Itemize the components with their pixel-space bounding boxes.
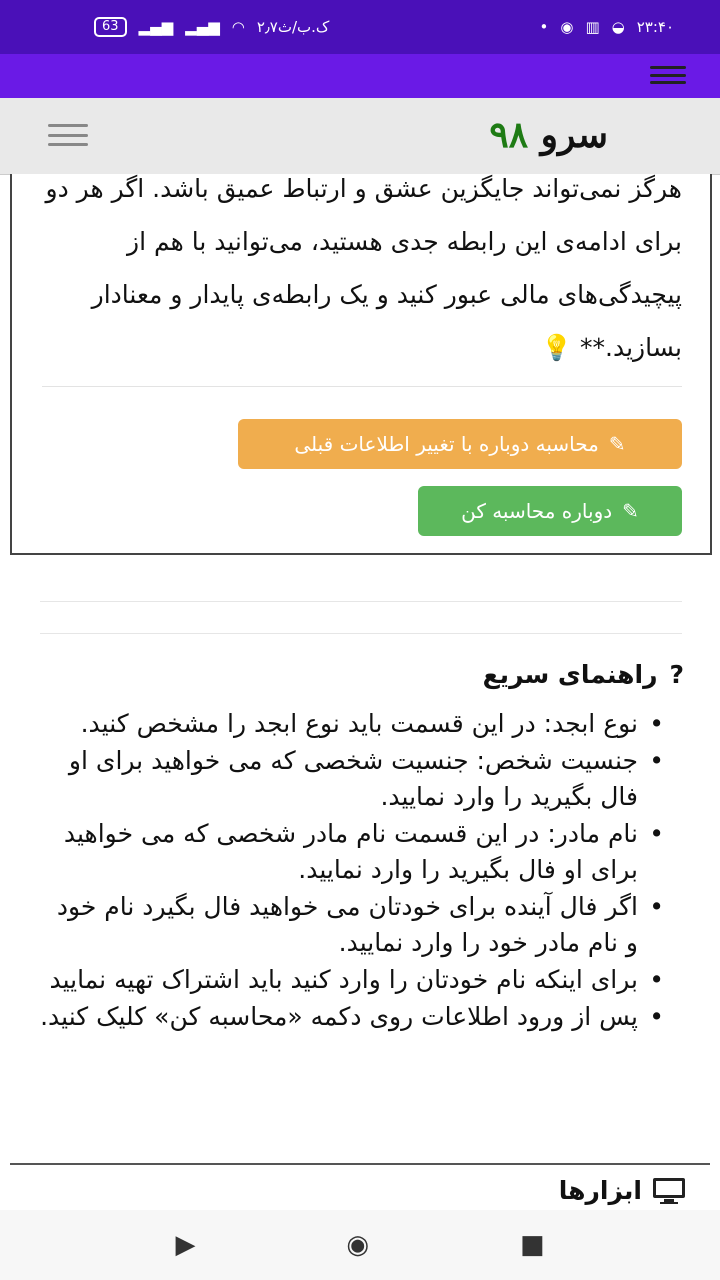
network-speed: ۲٫۷ک.ب/ث <box>256 18 330 36</box>
card-divider <box>42 386 682 387</box>
pencil-icon: ✎ <box>608 432 626 456</box>
recents-icon[interactable]: ■ <box>519 1230 545 1260</box>
list-item: • جنسیت شخص: جنسیت شخصی که می خواهید برای او فال بگیرید را وارد نمایید. <box>40 743 638 815</box>
list-item: • نام مادر: در این قسمت نام مادر شخصی که می خواهید برای او فال بگیرید را وارد نمایید. <box>40 816 638 888</box>
back-icon[interactable]: ▶ <box>175 1230 196 1260</box>
menu-icon[interactable] <box>650 66 686 84</box>
monitor-icon <box>652 1177 686 1205</box>
site-logo[interactable] <box>489 114 608 156</box>
signal-icon: ▂▄▆ <box>138 18 174 36</box>
result-text: هرگز نمی‌تواند جایگزین عشق و ارتباط عمیق باشد. اگر هر دو برای ادامه‌ی این رابطه جدی هستید، می‌توانید با هم از پیچیدگی‌های مالی عبور کنید و یک رابطه‌ی پایدار و معنادار بسازید.** 💡 <box>45 174 682 362</box>
result-card <box>10 174 712 555</box>
quick-guide-title: راهنمای سریع <box>482 660 658 689</box>
recalculate-button[interactable] <box>418 486 682 536</box>
wifi-icon: ◠ <box>231 18 245 36</box>
battery-indicator: 63 <box>94 17 127 37</box>
app-bar <box>0 54 720 98</box>
quick-guide-heading <box>483 660 684 689</box>
signal-icon-2: ▂▄▆ <box>185 18 220 36</box>
question-icon: ? <box>669 660 684 689</box>
section-divider <box>10 1163 710 1165</box>
recalculate-with-changes-label: محاسبه دوباره با تغییر اطلاعات قبلی <box>294 432 599 456</box>
basket-icon: ◒ <box>611 18 625 36</box>
quick-guide-list <box>40 706 638 1036</box>
app-icon: ◉ <box>560 18 574 36</box>
status-bar <box>0 0 720 54</box>
divider <box>40 633 682 634</box>
list-item: • برای اینکه نام خودتان را وارد کنید باید اشتراک تهیه نمایید <box>40 962 638 998</box>
notification-dot-icon: • <box>539 18 549 36</box>
list-item: • پس از ورود اطلاعات روی دکمه «محاسبه کن» کلیک کنید. <box>40 999 638 1035</box>
navigation-bar <box>0 1210 720 1280</box>
clock: ۲۳:۴۰ <box>636 18 674 36</box>
list-item: • نوع ابجد: در این قسمت باید نوع ابجد را مشخص کنید. <box>40 706 638 742</box>
trash-icon: ▥ <box>585 18 600 36</box>
recalculate-with-changes-button[interactable] <box>238 419 682 469</box>
home-icon[interactable]: ◉ <box>346 1230 370 1260</box>
tools-title: ابزارها <box>558 1176 642 1205</box>
logo-text: سرو <box>540 114 608 156</box>
recalculate-label: دوباره محاسبه کن <box>461 499 613 523</box>
logo-number: ۹۸ <box>489 114 529 156</box>
hamburger-menu-icon[interactable] <box>48 124 88 146</box>
tools-heading <box>559 1176 686 1205</box>
divider <box>40 601 682 602</box>
list-item: • اگر فال آینده برای خودتان می خواهید فال بگیرد نام خود و نام مادر خود را وارد نمایید. <box>40 889 638 961</box>
pencil-icon: ✎ <box>622 499 639 523</box>
